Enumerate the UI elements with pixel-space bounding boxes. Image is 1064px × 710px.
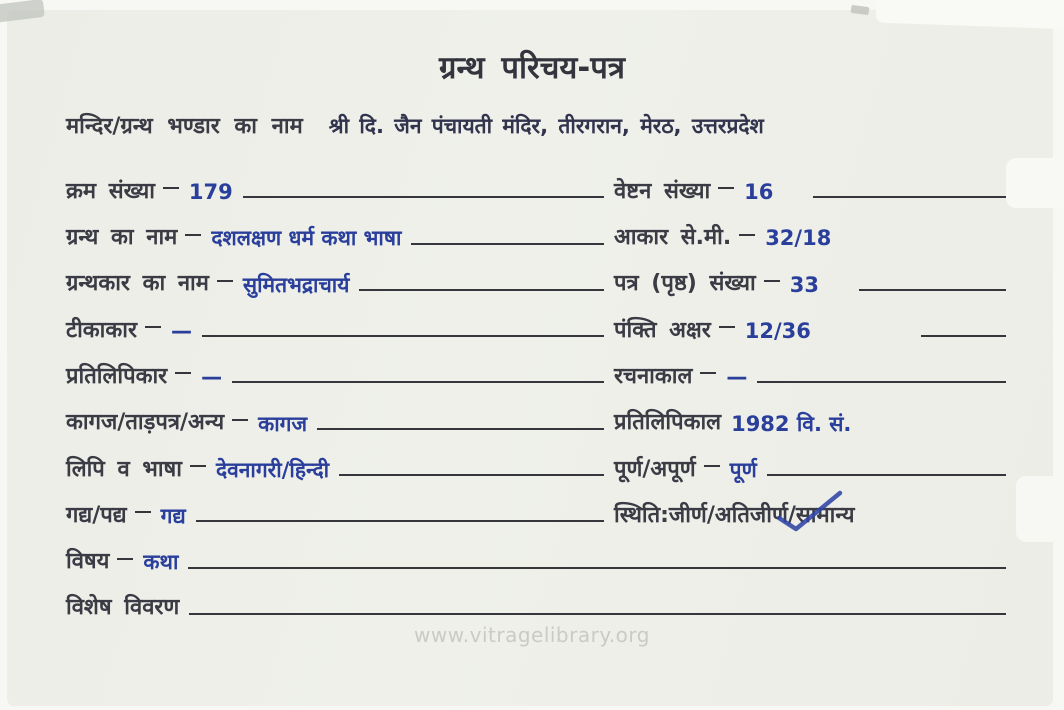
field-label: क्रम संख्या [66, 178, 155, 204]
rule-line [243, 196, 604, 198]
rule-tick [232, 419, 248, 421]
field-label: सामान्य [795, 502, 855, 528]
watermark: www.vitragelibrary.org [414, 623, 650, 647]
rule-line [188, 567, 1006, 569]
field-label: गद्य/पद्य [66, 502, 127, 528]
rule-tick [185, 234, 201, 236]
page-title: ग्रन्थ परिचय-पत्र [439, 50, 625, 86]
composition-date-field [612, 363, 1008, 391]
rule-line [411, 243, 604, 245]
field-label: आकार से.मी. [614, 225, 732, 251]
commentator-field [66, 317, 612, 345]
rule-line [339, 474, 604, 476]
field-value: दशलक्षण धर्म कथा भाषा [211, 226, 402, 251]
serial-number-field [66, 178, 612, 206]
repository-name-value: श्री दि. जैन पंचायती मंदिर, तीरगरान, मेरठ, उत्तरप्रदेश [328, 114, 764, 138]
rule-line [757, 381, 1006, 383]
copy-date-field [612, 409, 1008, 437]
bundle-number-field [612, 178, 1008, 206]
field-label: प्रतिलिपिकाल [614, 410, 722, 436]
prose-verse-field [66, 502, 612, 530]
rule-tick [764, 280, 780, 282]
subject-field [66, 548, 1008, 576]
rule-line [317, 428, 604, 430]
field-value: — [201, 365, 223, 390]
rule-tick [217, 280, 233, 282]
rule-line [202, 335, 604, 337]
field-label: ग्रन्थ का नाम [66, 225, 178, 251]
field-label: पूर्ण/अपूर्ण [614, 456, 696, 482]
field-value: कागज [258, 411, 308, 436]
field-label: वेष्टन संख्या [614, 178, 711, 204]
form-row [66, 344, 1008, 390]
field-label: प्रतिलिपिकार [66, 363, 168, 389]
rule-tick [190, 465, 206, 467]
completeness-field [612, 456, 1008, 484]
field-label: पंक्ति अक्षर [614, 317, 711, 343]
catalog-form [66, 159, 1008, 622]
form-row [66, 205, 1008, 251]
field-label: रचनाकाल [614, 363, 693, 389]
form-row [66, 483, 1008, 529]
rule-tick [175, 372, 191, 374]
book-name-field [66, 224, 612, 252]
rule-tick [145, 326, 161, 328]
rule-line [196, 520, 604, 522]
scan-artifact [1006, 158, 1064, 208]
rule-line [359, 289, 604, 291]
field-value: — [170, 318, 192, 343]
field-value: 1982 वि. सं. [731, 411, 852, 436]
field-value: 12/36 [744, 318, 811, 343]
field-label: स्थिति:जीर्ण/अतिजीर्ण/ [614, 502, 796, 528]
rule-tick [135, 511, 151, 513]
rule-line [921, 335, 1006, 337]
field-label: विषय [66, 549, 110, 575]
form-row [66, 529, 1008, 575]
field-value: गद्य [160, 504, 186, 529]
field-value: 16 [744, 180, 774, 205]
form-row [66, 390, 1008, 436]
condition-selected-option [796, 502, 855, 530]
repository-name-label: मन्दिर/ग्रन्थ भण्डार का नाम [66, 114, 303, 139]
rule-tick [704, 465, 720, 467]
field-label: विशेष विवरण [66, 595, 180, 621]
copyist-field [66, 363, 612, 391]
field-value: — [726, 365, 748, 390]
rule-tick [117, 558, 133, 560]
page-count-field [612, 270, 1008, 298]
field-label: ग्रन्थकार का नाम [66, 271, 209, 297]
scan-artifact [1016, 476, 1064, 542]
size-field [612, 224, 1008, 252]
form-row [66, 576, 1008, 622]
field-value: 179 [188, 180, 233, 205]
field-label: टीकाकार [66, 317, 137, 343]
field-value: 32/18 [765, 226, 832, 251]
form-row [66, 437, 1008, 483]
rule-tick [718, 187, 734, 189]
form-row [66, 159, 1008, 205]
lines-letters-field [612, 317, 1008, 345]
form-row [66, 298, 1008, 344]
rule-line [189, 613, 1006, 615]
rule-tick [163, 187, 179, 189]
author-name-field [66, 270, 612, 298]
special-details-field [66, 594, 1008, 622]
field-value: कथा [143, 550, 179, 575]
field-value: पूर्ण [729, 457, 757, 482]
rule-tick [700, 372, 716, 374]
condition-field [612, 502, 1008, 530]
form-row [66, 252, 1008, 298]
field-label: कागज/ताड़पत्र/अन्य [66, 410, 225, 436]
script-language-field [66, 456, 612, 484]
field-value: 33 [789, 272, 819, 297]
rule-line [767, 474, 1006, 476]
repository-name-row [66, 110, 1051, 140]
rule-line [232, 381, 604, 383]
field-value: सुमितभद्राचार्य [242, 272, 350, 297]
field-label: लिपि व भाषा [66, 456, 182, 482]
material-field [66, 409, 612, 437]
field-label: पत्र (पृष्ठ) संख्या [614, 271, 756, 297]
rule-line [859, 289, 1006, 291]
rule-tick [719, 326, 735, 328]
rule-line [813, 196, 1006, 198]
rule-tick [739, 234, 755, 236]
field-value: देवनागरी/हिन्दी [215, 457, 330, 482]
